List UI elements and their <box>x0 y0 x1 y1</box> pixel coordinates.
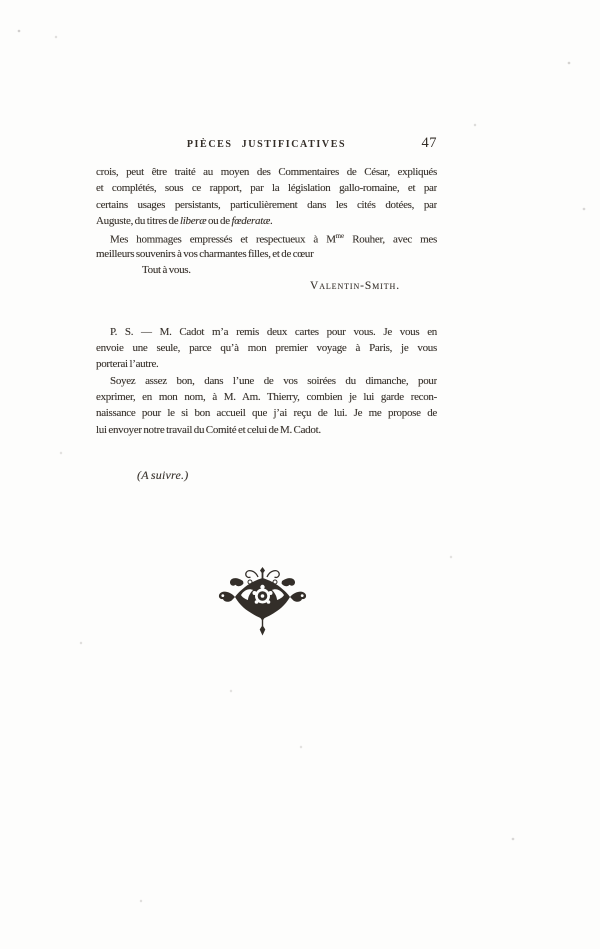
text-segment: . <box>270 215 273 228</box>
running-title: PIÈCES JUSTIFICATIVES <box>186 139 347 150</box>
text-line <box>96 422 437 438</box>
text-segment: exprimer, en mon nom, à M. Am. Thierry, combien je lui garde recon- <box>96 391 437 404</box>
text-line <box>96 405 437 421</box>
text-line <box>96 324 437 340</box>
text-line <box>96 467 437 483</box>
text-segment: lui envoyer notre travail du Comité et celui de M. Cadot. <box>96 423 321 436</box>
text-segment: et complétés, sous ce rapport, par la législation gallo-romaine, et par <box>96 182 437 195</box>
text-segment: certains usages persistants, particulièrement dans les cités dotées, par <box>96 198 437 211</box>
text-segment: Auguste, du titres de <box>96 215 180 228</box>
text-line <box>96 197 437 213</box>
text-line <box>96 262 437 278</box>
text-line <box>96 164 437 180</box>
text-block <box>96 164 437 484</box>
text-segment: envoie une seule, parce qu’à mon premier voyage à Paris, je vous <box>96 342 437 355</box>
text-segment: Tout à vous. <box>142 264 191 277</box>
text-segment: crois, peut être traité au moyen des Commentaires de César, expliqués <box>96 166 437 178</box>
text-segment: Valentin-Smith. <box>309 280 400 293</box>
text-segment: ou de <box>206 215 232 228</box>
text-segment: me <box>335 233 345 241</box>
text-segment: Mes hommages empressés et respectueux à M <box>110 234 336 246</box>
fleuron-ornament-icon <box>217 566 308 638</box>
text-segment: porterai l’autre. <box>96 358 159 371</box>
text-line <box>96 278 437 294</box>
scan-noise <box>0 0 2 2</box>
text-segment: (A suivre.) <box>137 468 189 483</box>
text-line <box>96 213 437 229</box>
text-segment: naissance pour le si bon accueil que j’ai reçu de lui. Je me propose de <box>96 407 437 420</box>
text-segment: meilleurs souvenirs à vos charmantes filles, et de cœur <box>96 247 314 260</box>
text-segment: fœderatæ <box>231 215 271 228</box>
text-segment: Rouher, avec mes <box>344 234 437 246</box>
text-line <box>96 389 437 405</box>
text-line <box>96 180 437 196</box>
text-segment: liberæ <box>180 215 207 228</box>
text-line <box>96 356 437 372</box>
text-segment: Soyez assez bon, dans l’une de vos soirées du dimanche, pour <box>110 374 437 387</box>
text-line <box>96 246 437 262</box>
text-segment: P. S. — M. Cadot m’a remis deux cartes pour vous. Je vous en <box>110 325 437 338</box>
page-number: 47 <box>421 135 437 151</box>
text-line <box>96 229 437 245</box>
page-header <box>96 137 437 155</box>
text-line <box>96 373 437 389</box>
text-line <box>96 340 437 356</box>
